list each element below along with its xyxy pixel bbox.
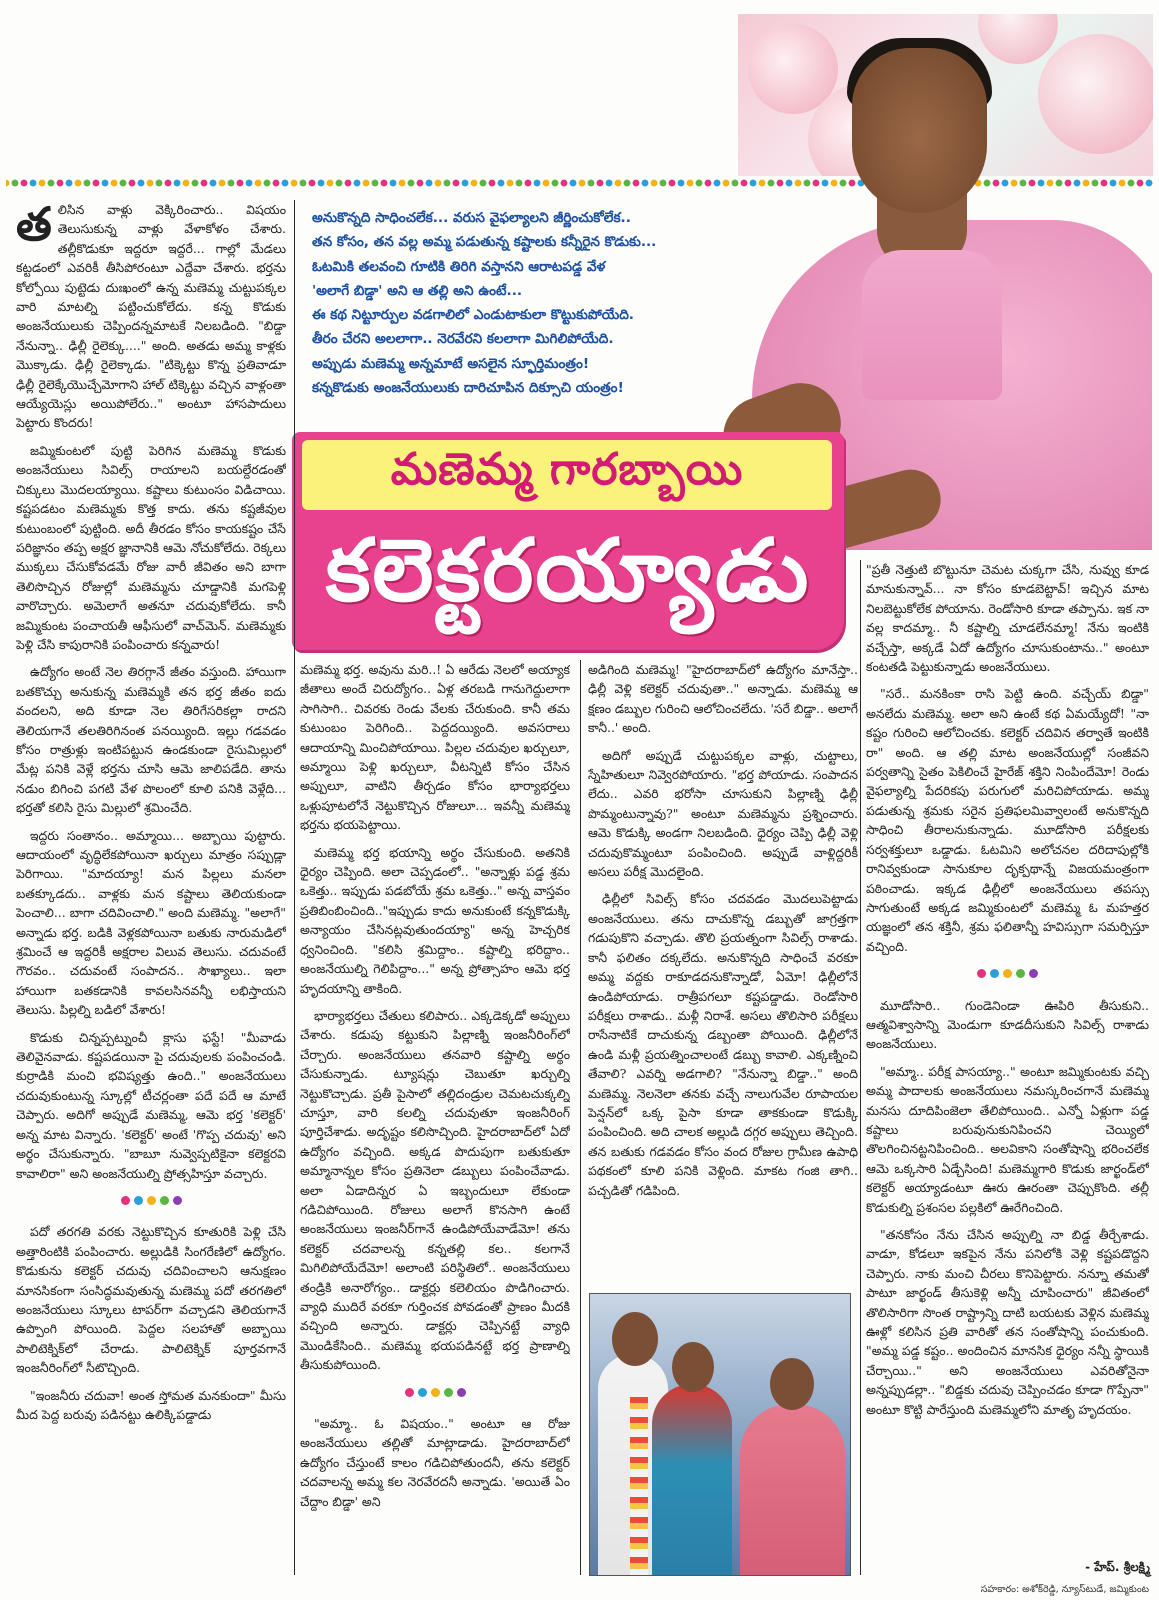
article-column-2 [300,660,570,1575]
paragraph: ఇద్దరు సంతానం.. అమ్మాయి... అబ్బాయి పుట్టారు. ఆదాయంలో వృద్ధిలేకపోయినా ఖర్చులు మాత్రం సప్పుడ్లా పెరిగాయి. "మాదయ్యా! మన పిల్లలు మనలా బతక్కూడదు.. వాళ్లకు మన కష్టాలు తెలియకుండా పెంచాలి... బాగా చదివించాలి." అంది మణెమ్మ. "అలాగే" అన్నాడు భర్త. బడికి వెళ్లకపోయినా బతుకు నారుమడిలో శ్రమించే ఆ ఇద్దరికీ అక్షరాల విలువ తెలుసు. చదువంటే గౌరవం.. చదువంటే సంపాదన.. సౌఖ్యాలు.. ఇలా హాయిగా బతకడానికి కావలసినవన్నీ లభిస్తాయని తెలుసు. పిల్లల్ని బడిలో వేశారు! [16,827,286,1018]
paragraph: మూడోసారి.. గుండెనిండా ఊపిరి తీసుకుని.. ఆత్మవిశ్వాసాన్ని మెండుగా కూడదీసుకుని సివిల్స్ రాశాడు అంజనేయులు. [866,997,1149,1052]
intro-line: అప్పుడు మణెమ్మ అన్నమాటే అసలైన స్ఫూర్తిమంత్రం! [312,355,590,372]
intro-line: ఈ కథ నిట్టూర్పుల వడగాలిలో ఎండుటాకులా కొట్టుకుపోయేది. [312,307,634,324]
paragraph: "అమ్మా.. పరీక్ష పాసయ్యా.." అంటూ జమ్మికుంటకు వచ్చి అమ్మ పాదాలకు అంజనేయులు నమస్కరించగానే మణెమ్మ మనసు దూదిపింజెలా తేలిపోయింది.. ఎన్నో ఏళ్లుగా పడ్డ కష్టాలు బరువునుకునిపించని చెయ్యిలో తొలగించినట్టనిపించింది.. అలవికాని సంతోషాన్ని భరించలేక ఆమె ఒక్కసారి ఏడ్చేసింది! మణెమ్మగారి కొడుకు జార్ఖండ్‌లో కలెక్టర్ అయ్యాడంటూ ఊరు ఊరంతా చెప్పుకొంది. తల్లీ కొడుకుల్ని ప్రశంసల పల్లకిలో ఊరేగించింది. [866,1063,1149,1215]
paragraph: "అమ్మా.. ఓ విషయం.." అంటూ ఆ రోజు అంజనేయులు తల్లితో మాట్లాడాడు. హైదరాబాద్‌లో ఉద్యోగం చేస్తుంటే కాలం గడిచిపోతుందనీ, తను కలెక్టర్ చదవాలన్న అమ్మ కల నెరవేరదనీ అన్నాడు. 'అయితే ఏం చేద్దాం బిడ్డా' అని [300,1416,570,1509]
article-column-4 [866,560,1149,1575]
paragraph: "సరే.. మనకింకా రాసి పెట్టి ఉంది. వచ్చేయ్ బిడ్డా" అనలేదు మణెమ్మ. అలా అని ఉంటే కథ ఏమయ్యేదో! "నా కష్టం గురించి ఆలోచించకు. కలెక్టర్ చదివిన తర్వాతే ఇంటికి రా" అంది. ఆ తల్లి మాట అంజనేయుల్లో సంజీవని పర్వతాన్ని సైతం పెకిలించే హైరేజ్ శక్తిని నింపిందేమో! రెండు వైఫల్యాల్ని పేదరికపు పరుగులో మరిచిపోయాడు. అమ్మ పడుతున్న శ్రమకు సరైన ప్రతిఫలమివ్వాలంటే అనుకొన్నది సాధించి తీరాలనుకున్నాడు. మూడోసారి పరీక్షలకు సర్వశక్తులూ ఒడ్డాడు. ఓటమిని అలోచనల దరిదాపుల్లోకి రానివ్వకుండా సానుకూల దృక్పథాన్నే విజయమంత్రంగా పఠించాడు. ఇక్కడ ఢిల్లీలో అంజనేయులు తపస్సు సాగుతుంటే అక్కడ జమ్మికుంటలో మణెమ్మ ఓ మహత్తర యజ్ఞంలో తన శక్తినీ, శ్రమ ఫలితాన్నీ హవిస్సుగా సమర్పిస్తూ వచ్చింది. [866,686,1149,954]
intro-line: కన్నకొడుకు అంజనేయులుకు దారిచూపిన దిక్సూచి యంత్రం! [312,380,624,397]
paragraph: ఢిల్లీలో సివిల్స్ కోసం చదవడం మొదలుపెట్టాడు అంజనేయులు. తను దాచుకొన్న డబ్బుతో జాగ్రత్తగా గడుపుకొని వచ్చాడు. తొలి ప్రయత్నంగా సివిల్స్ రాశాడు. కానీ ఫలితం దక్కలేదు. అనుకొన్నది సాధించే వరకూ అమ్మ వద్దకు రాకూడదనుకొన్నాడో, ఏమో! ఢిల్లీలోనే ఉండిపోయాడు. రాత్రీపగలూ కష్టపడ్డాడు. రెండోసారి పరీక్షలు రాశాడు.. మళ్లీ నిరాశే. అసలు తొలిసారి పరీక్షలు రాసేనాటికే దాచుకున్న డబ్బంతా పోయింది. ఢిల్లీలోనే ఉండి మళ్లీ ప్రయత్నించాలంటే డబ్బు కావాలి. ఎక్కణ్నించి తేవాలి? ఎవర్ని అడగాలి? "నేనున్నా బిడ్డా.." అంది మణెమ్మ. నెలనెలా తనకు వచ్చే నాలుగువేల రూపాయల పెన్షన్‌లో ఒక్క పైసా కూడా తాకకుండా కొడుక్కి పంపించింది. అది చాలక అల్లుడి దగ్గర అప్పులు తెచ్చింది. తన బతుకు గడవడం కోసం వంద రోజుల గ్రామీణ ఉపాధి పథకంలో కూలి పనికి వెళ్లింది. మాకట గంజి తాగి.. పచ్చడితో గడిపింది. [588,891,858,1198]
article-column-3 [588,660,858,1280]
headline-top: మణెమ్మ గారబ్బాయి [390,444,744,495]
section-divider-dots [300,1383,570,1402]
intro-blurb [300,200,712,430]
author-byline: - హేప్. శ్రీలక్ష్మి [1085,1560,1150,1574]
intro-line: తన కోసం, తన వల్ల అమ్మ పడుతున్న కష్టాలకు కన్నీరైన కొడుకు... [312,234,657,251]
paragraph: భార్యాభర్తలు చేతులు కలిపారు.. ఎక్కడెక్కడో అప్పులు చేశారు. కడుపు కట్టుకుని పిల్లాణ్ని ఇంజనీరింగ్‌లో చేర్చారు. అంజనేయులు తనవారి కష్టాల్ని అర్థం చేసుకున్నాడు. ట్యూషన్లు చెబుతూ ఖర్చుల్ని నెట్టుకొచ్చాడు. ప్రతీ పైసాలో తల్లిదండ్రుల చెమటచుక్కల్ని చూస్తూ, వారి కలల్ని చదువుతూ ఇంజనీరింగ్ పూర్తిచేశాడు. అదృష్టం కలిసొచ్చింది. హైదరాబాద్‌లో ఏదో ఉద్యోగం వచ్చింది. అక్కడ పొదుపుగా బతుకుతూ అమ్మానాన్నల కోసం ప్రతినెలా డబ్బులు పంపించేవాడు. అలా ఏడాదిన్నర ఏ ఇబ్బందులూ లేకుండా గడిచిపోయింది. రోజులు అలాగే కొనసాగి ఉంటే అంజనేయులు ఇంజనీర్‌గానే ఉండిపోయేవాడేమో! తను కలెక్టర్ చదవాలన్న కన్నతల్లి కల.. కలగానే మిగిలిపోయేదేమో! అలాంటి పరిస్థితిలో.. అంజనేయులు తండ్రికి అనారోగ్యం.. డాక్టర్లు కలెలియం పొడిగించారు. వ్యాధి ముదిరే వరకూ గుర్తించక పోవడంతో ప్రాణం మీదకి వచ్చింది అన్నారు. డాక్టర్లు చెప్పినట్టే వ్యాధి మొండికేసింది.. మణెమ్మ భయపడినట్టే భర్త ప్రాణాల్ని తీసుకుపోయింది. [300,1007,570,1373]
paragraph: మణెమ్మ భర్త. అవును మరి..! ఏ ఆరేడు నెలలో అయ్యాక జీతాలు అందే చిరుద్యోగం.. ఏళ్ల తరబడి గానుగెద్దులాగా సాగిసాగి.. చివరకు రెండు వేలకు చేరుకుంది. కానీ తమ కుటుంబం పెరిగింది.. పెద్దదయ్యింది. అవసరాలు ఆదాయాన్ని మించిపోయాయి. పిల్లల చదువుల ఖర్చులూ, అమ్మాయి పెళ్లి ఖర్చులూ, వీటన్నిటి కోసం చేసిన అప్పులూ, వాటిని తీర్చడం కోసం భార్యాభర్తలు ఒళ్లుపూటలోనే నెట్టుకొచ్చిన రోజులూ... ఇవన్నీ మణెమ్మ భర్తను భయపెట్టాయి. [300,662,570,833]
paragraph: అడిగింది మణెమ్మ! "హైదరాబాద్‌లో ఉద్యోగం మానేస్తా.. ఢిల్లీ వెళ్లి కలెక్టర్ చదువుతా.." అన్నాడు. మణెమ్మ ఆ క్షణం డబ్బుల గురించి ఆలోచించలేదు. 'సరే బిడ్డా.. అలాగే కానీ..' అంది. [588,662,858,736]
column-divider [860,560,861,1575]
headline-block [292,432,844,650]
family-photo [589,1293,851,1576]
headline-main: కలెక్టరయ్యాడు [325,520,811,621]
intro-line: 'అలాగే బిడ్డా' అని ఆ తల్లి అని ఉంటే... [312,282,523,299]
column-divider [294,200,295,1575]
paragraph: మణెమ్మ భర్త భయాన్ని అర్థం చేసుకుంది. అతనికి ధైర్యం చెప్పింది. అలా చెప్పడంలో.. "అన్నాళ్లు పడ్డ శ్రమ ఒకెత్తు.. ఇప్పుడు పడబోయే శ్రమ ఒకెత్తు.." అన్న వాస్తవం ప్రతిబింబించింది.."ఇప్పుడు కాదు అనుకుంటే కన్నకొడుక్కి అన్యాయం చేసినట్లవుతుందయ్యా" అన్న హెచ్చరిక ధ్వనించింది. "కలిసి శ్రమిద్దాం.. కష్టాల్ని భరిద్దాం.. అంజనేయుల్ని గెలిపిద్దాం..." అన్న ప్రోత్సాహం ఆమె భర్త హృదయాన్ని తాకింది. [300,844,570,996]
paragraph: లిసిన వాళ్లు వెక్కిరించారు.. విషయం తెలుసుకున్న వాళ్లు వేళాకోళం చేశారు. తల్లీకొడుకూ ఇద్దరూ ఇద్దరే... గాల్లో మేడలు కట్టడంలో ఎవరికీ తీసిపోరంటూ ఎద్దేవా చేశారు. భర్తను కోల్పోయి పుట్టెడు దుఃఖంలో ఉన్న మణెమ్మ చుట్టుపక్కల వారి మాటల్ని పట్టించుకోలేదు. కన్న కొడుకు అంజనేయులుకు చెప్పిందన్నమాటకే నిలబడింది. "బిడ్డా నేనున్నా.. ఢిల్లీ రైలెక్కు...." అంది. అతడు అమ్మ కాళ్లకు మొక్కాడు. ఢిల్లీ రైలెక్కాడు. "టిక్కెట్టు కొన్న ప్రతివాడూ ఢిల్లీ రైలెక్కేయొచ్చేమోగాని హాల్ టిక్కెట్టు వచ్చిన వాళ్లంతా ఆయ్యేయెస్లు అయిపోలేరు.." అంటూ హాసపాదులు పెట్టారు కొందరు! [16,202,286,431]
drop-cap: త [16,200,52,251]
intro-line: అనుకొన్నది సాధించలేక... వరుస వైఫల్యాలని జీర్ణించుకోలేక.. [312,210,631,226]
article-column-1 [16,200,286,1575]
photo-credit: సహకారం: అశోక్‌రెడ్డి, న్యూస్‌టుడే, జమ్మికుంట [980,1584,1149,1595]
intro-line: తీరం చేరని అలలాగా.. నెరవేరని కలలాగా మిగిలిపోయేది. [312,331,614,348]
paragraph: కొడుకు చిన్నప్పట్నుంచీ క్లాసు ఫస్టే! "మీవాడు తెలివైనవాడు. కష్టపడయినా పై చదువులకు పంపించండి. కుర్రాడికి మంచి భవిష్యత్తు ఉంది.." అంజనేయులు చదువుకుంటున్న స్కూల్లో టీచర్లంతా పదే పదే ఆ మాటే చెప్పారు. అదిగో అప్పుడే మణెమ్మ, ఆమె భర్త 'కలెక్టర్' అన్న మాట విన్నారు. 'కలెక్టర్' అంటే 'గొప్ప చదువు' అని అర్థం చేసుకున్నారు. "బాబూ నువ్వెప్పటికైనా కలెక్టరవి కావాలిరా" అని అంజనేయుల్ని ప్రోత్సహిస్తూ వచ్చారు. [16,1029,286,1181]
headline-main-banner [292,516,844,646]
column-divider [580,660,581,1575]
paragraph: "తనకోసం నేను చేసిన అప్పుల్ని నా బిడ్డ తీర్చేశాడు. వాడూ, కోడలూ ఇకపైన నేను పనిలోకి వెళ్లి కష్టపడొద్దని చెప్పారు. నాకు మంచి చీరలు కొనిపెట్టారు. నన్నూ తమతో పాటూ జార్ఖండ్ తీసుకెళ్లి అన్నీ చూపించారు" జీవితంలో తొలిసారిగా సొంత రాష్ట్రాన్ని దాటి బయటకు వెళ్లిన మణెమ్మ ఊళ్లో కలిసిన ప్రతి వారితో తన సంతోషాన్ని పంచుకుంది. "అమ్మ పడ్డ కష్టం.. అందించిన మానసిక ధైర్యం నన్నీ స్థాయికి చేర్చాయి.." అని అంజనేయులు ఎవరితోనైనా అన్నప్పుడల్లా.. "బిడ్డకు చదువు చెప్పించడం కూడా గొప్పేనా" అంటూ కొట్టి పారేస్తుంది మణెమ్మలోని మాతృ హృదయం. [866,1227,1149,1417]
paragraph: పదో తరగతి వరకు నెట్టుకొచ్చిన కూతురికి పెళ్లి చేసి అత్తారింటికి పంపించారు. అల్లుడికి సింగరేణిలో ఉద్యోగం. కొడుకును కలెక్టర్ చదువు చదివించాలని ఆనుక్షణం మానసికంగా సంసిద్ధమవుతున్న మణెమ్మ పదో తరగతిలో అంజనేయులు స్కూలు టాపర్‌గా వచ్చాడని తెలియగానే ఉప్పొంగి పోయింది. పెద్దల సలహాతో అబ్బాయి పాలిటెక్నిక్‌లో చేరాడు. పాలిటెక్నిక్ పూర్తవగానే ఇంజనీరింగ్‌లో సీటొచ్చింది. [16,1224,286,1376]
paragraph: ఉద్యోగం అంటే నెల తిరగ్గానే జీతం వస్తుంది. హాయిగా బతకొచ్చు అనుకున్న మణెమ్మకి తన భర్త జీతం ఐదు వందలని, అది కూడా నెల తిరిగేసరికల్లా రాదని తెలియగానే తలతిరిగినంత పనయ్యింది. ఇల్లు గడవడం కోసం రాత్రుళ్లు ఇంటిపట్టున ఉండకుండా రైసుమిల్లులో మేట్ల పనికి వెళ్లే భర్తను చూసి ఆమె జాలిపడేది. తాను నడుం బిగించి పగటి వేళ పొలంలో కూలి పనికి వెళ్లేది... భర్తతో కలిసి రైసు మిల్లులో శ్రమించేది. [16,664,286,816]
paragraph: జమ్మికుంటలో పుట్టి పెరిగిన మణెమ్మ కొడుకు అంజనేయులు సివిల్స్ రాయాలని బయల్దేరడంతో చిక్కులు మొదలయ్యాయి. కష్టాలు కుటుంసం విడిచాయి. కష్టపడటం మణెమ్మకు కొత్త కాదు. తను కష్టజీవుల కుటుంబంలో పుట్టింది. అదీ తీరడం కోసం కాయకష్టం చేసే పరిజ్ఞానం తప్ప అక్షర జ్ఞానానికి ఆమె నోచుకోలేదు. రెక్కలు ముక్కలు చేసుకోవడమే రోజు వారీ జీవితం అని బాగా తెలిసొచ్చిన రోజుల్లో మణెమ్మను చూడ్డానికి మగపెళ్లి వారొచ్చారు. అమెలాగే అతనూ చదువుకోలేదు. కానీ జమ్మికుంట పంచాయతీ ఆఫీసులో వాచ్‌మెన్. మణెమ్మకు పెళ్లి చేసి కాపురానికి పంపించారు కన్నవారు! [16,442,286,652]
section-divider-dots [16,1191,286,1210]
headline-top-banner [302,440,832,510]
paragraph: "ఇంజనీరు చదువా! అంత స్తోమత మనకుందా" మీసు మీద పెద్ద బరువు పడినట్టు ఉలిక్కిపడ్డాడు [16,1387,286,1422]
paragraph: అదిగో అప్పుడే చుట్టుపక్కల వాళ్లు, చుట్టాలు, స్నేహితులూ నివ్వెరపోయారు. "భర్త పోయాడు. సంపాదన లేదు.. ఎవరి భరోసా చూసుకుని పిల్లాణ్ని ఢిల్లీ పొమ్మంటున్నావు?" అంటూ మణెమ్మను ప్రశ్నించారు. ఆమె కొడుక్కి అండగా నిలబడింది. ధైర్యం చెప్పి ఢిల్లీ వెళ్లి చదువుకొమ్మంటూ పంపించింది. అప్పుడే వాళ్లిద్దరికీ అసలు పరీక్ష మొదలైంది. [588,747,858,880]
paragraph: "ప్రతీ నెత్తుటి బొట్టునూ చెమట చుక్కగా చేసి, నువ్వు కూడ మానుకున్నావ్... నా కోసం కూడబెట్టావ్! ఇచ్చిన మాట నిలబెట్టుకోలేక పోయాను. రెండోసారి కూడా తప్పాను. ఇక నా వల్ల కాదమ్మా.. నీ కష్టాల్ని చూడలేనమ్మా! నేను ఇంటికి వచ్చేస్తా, అక్కడే ఏదో ఉద్యోగం చూసుకుంటాను.." అంటూ కంటతడి పెట్టుకున్నాడు అంజనేయులు. [866,562,1149,675]
intro-line: ఓటమికి తలవంచి గూటికి తిరిగి వస్తానని ఆరాటపడ్డ వేళ [312,258,606,275]
section-divider-dots [866,964,1149,983]
